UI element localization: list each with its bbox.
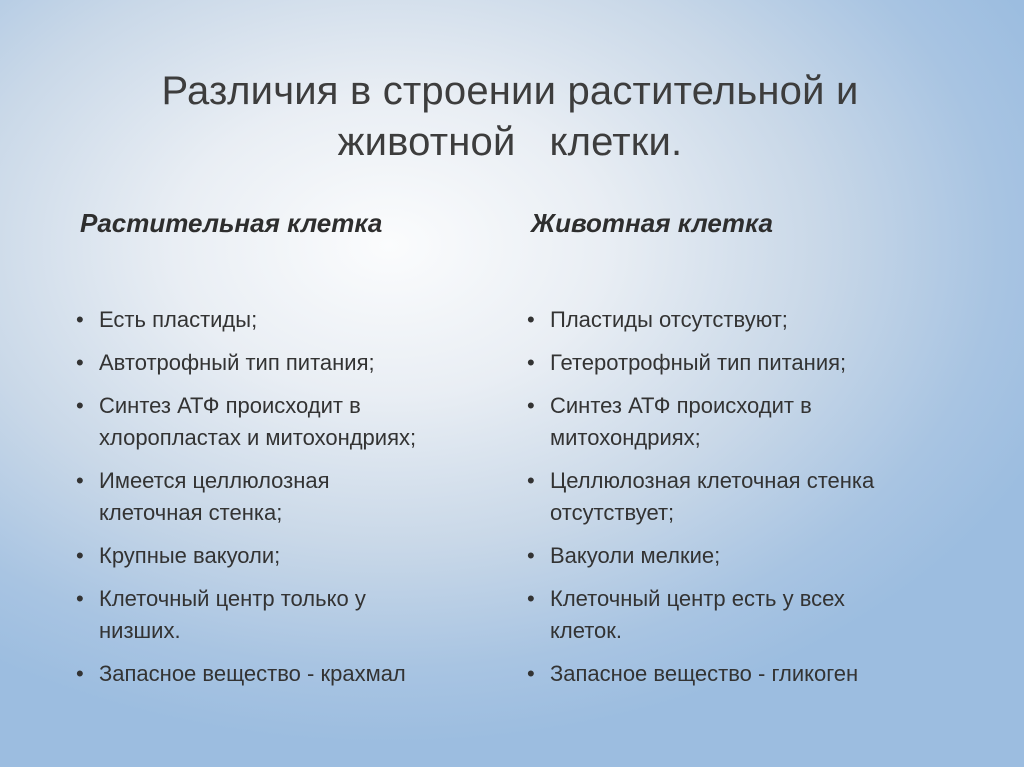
list-item-text: Синтез АТФ происходит в — [550, 393, 812, 418]
bullet-icon — [527, 465, 541, 497]
list-item — [76, 390, 476, 454]
bullet-icon — [527, 347, 541, 379]
title-line-2: животной клетки. — [337, 120, 683, 164]
list-item — [76, 304, 476, 336]
list-item — [527, 347, 927, 379]
list-item-text: Гетеротрофный тип питания; — [550, 350, 847, 375]
bullet-icon — [76, 583, 90, 615]
bullet-icon — [527, 658, 541, 690]
list-item — [76, 465, 476, 529]
list-item — [76, 540, 476, 572]
bullet-icon — [76, 304, 90, 336]
list-item-text: Вакуоли мелкие; — [550, 543, 721, 568]
list-item-text: Запасное вещество - крахмал — [99, 661, 406, 686]
bullet-icon — [76, 347, 90, 379]
list-item-text: низших. — [99, 618, 181, 643]
list-item-text: отсутствует; — [550, 500, 675, 525]
list-item — [527, 540, 927, 572]
bullet-icon — [527, 390, 541, 422]
bullet-icon — [76, 658, 90, 690]
bullet-icon — [76, 465, 90, 497]
list-item — [76, 347, 476, 379]
list-item-text: Автотрофный тип питания; — [99, 350, 375, 375]
list-item-text: Запасное вещество - гликоген — [550, 661, 859, 686]
slide-title — [120, 66, 900, 168]
list-item-text: Клеточный центр есть у всех — [550, 586, 845, 611]
bullet-icon — [527, 304, 541, 336]
title-line-1: Различия в строении растительной и — [161, 69, 859, 113]
list-item — [76, 658, 476, 690]
list-item — [527, 304, 927, 336]
list-item-text: Целлюлозная клеточная стенка — [550, 468, 875, 493]
list-item — [76, 583, 476, 647]
list-item-text: митохондриях; — [550, 425, 701, 450]
list-item-text: Синтез АТФ происходит в — [99, 393, 361, 418]
list-item — [527, 390, 927, 454]
list-item — [527, 583, 927, 647]
animal-cell-heading: Животная клетка — [531, 208, 773, 238]
bullet-icon — [76, 390, 90, 422]
animal-cell-list — [527, 304, 927, 701]
list-item-text: Крупные вакуоли; — [99, 543, 281, 568]
list-item — [527, 465, 927, 529]
list-item-text: Есть пластиды; — [99, 307, 258, 332]
bullet-icon — [76, 540, 90, 572]
list-item — [527, 658, 927, 690]
list-item-text: клеток. — [550, 618, 623, 643]
list-item-text: хлоропластах и митохондриях; — [99, 425, 417, 450]
bullet-icon — [527, 583, 541, 615]
list-item-text: Имеется целлюлозная — [99, 468, 330, 493]
plant-cell-heading: Растительная клетка — [80, 208, 383, 238]
bullet-icon — [527, 540, 541, 572]
list-item-text: Клеточный центр только у — [99, 586, 366, 611]
list-item-text: Пластиды отсутствуют; — [550, 307, 788, 332]
list-item-text: клеточная стенка; — [99, 500, 283, 525]
plant-cell-list — [76, 304, 476, 701]
